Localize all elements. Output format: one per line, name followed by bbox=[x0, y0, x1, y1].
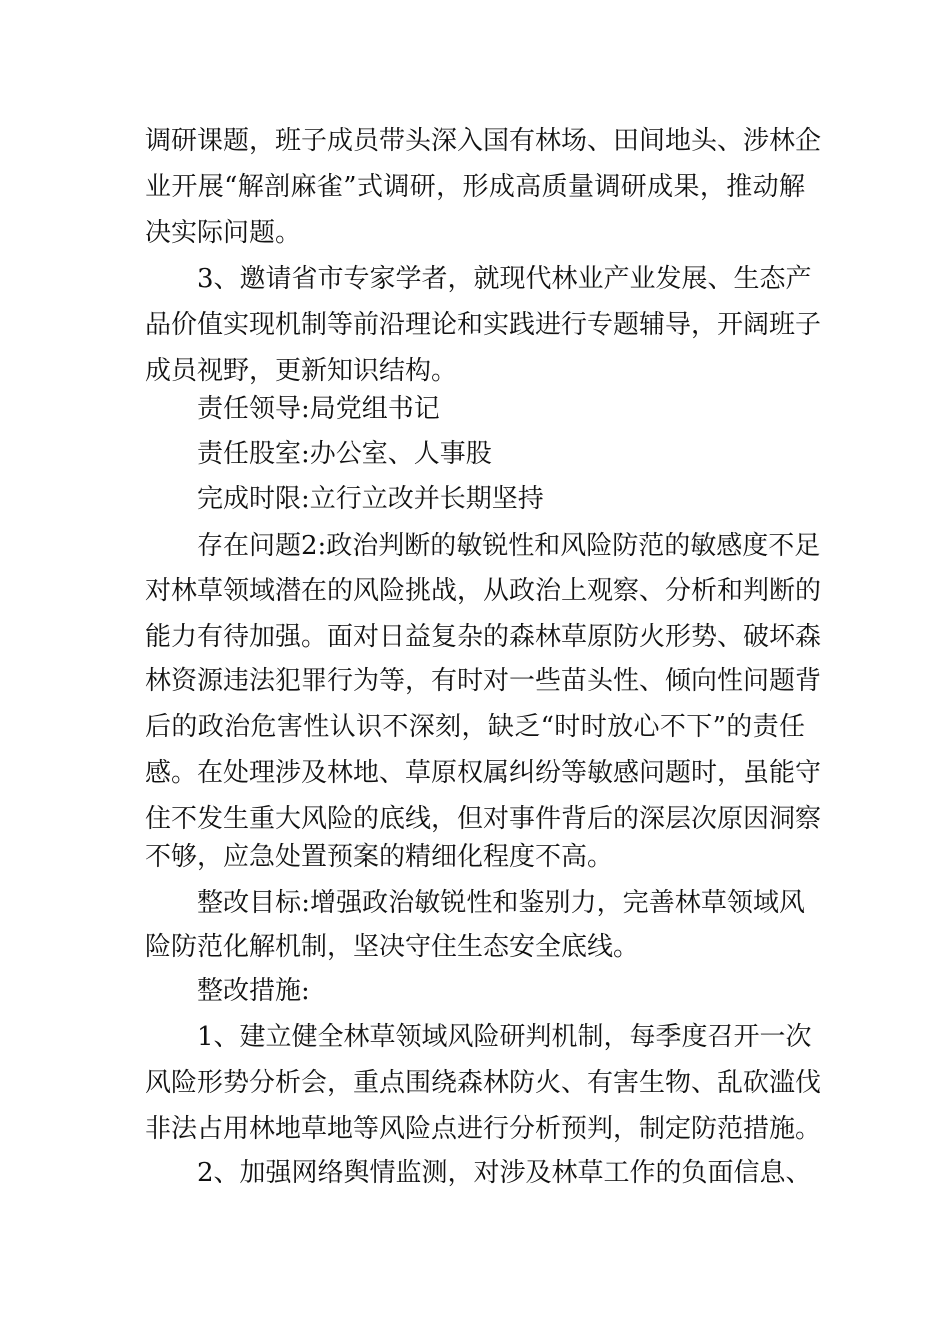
text-line: 决实际问题。 bbox=[145, 218, 302, 248]
text-line: 业开展“解剖麻雀”式调研，形成高质量调研成果，推动解 bbox=[145, 172, 805, 202]
text-line: 品价值实现机制等前沿理论和实践进行专题辅导，开阔班子 bbox=[145, 310, 822, 340]
deadline: 完成时限:立行立改并长期坚持 bbox=[197, 484, 544, 514]
text-line: 风险形势分析会，重点围绕森林防火、有害生物、乱砍滥伐 bbox=[145, 1068, 822, 1098]
text-line: 不够，应急处置预案的精细化程度不高。 bbox=[145, 842, 614, 872]
rectification-measures-heading: 整改措施: bbox=[197, 976, 310, 1006]
issue-heading: 存在问题2:政治判断的敏锐性和风险防范的敏感度不足 bbox=[197, 531, 821, 561]
text-line: 险防范化解机制，坚决守住生态安全底线。 bbox=[145, 932, 640, 962]
text-line: 后的政治危害性认识不深刻，缺乏“时时放心不下”的责任 bbox=[145, 712, 805, 742]
rectification-goal: 整改目标:增强政治敏锐性和鉴别力，完善林草领域风 bbox=[197, 888, 805, 918]
text-line: 住不发生重大风险的底线，但对事件背后的深层次原因洞察 bbox=[145, 804, 822, 834]
text-line: 1、建立健全林草领域风险研判机制，每季度召开一次 bbox=[197, 1022, 812, 1052]
text-line: 对林草领域潜在的风险挑战，从政治上观察、分析和判断的 bbox=[145, 576, 822, 606]
text-line: 调研课题，班子成员带头深入国有林场、田间地头、涉林企 bbox=[145, 126, 822, 156]
text-line: 感。在处理涉及林地、草原权属纠纷等敏感问题时，虽能守 bbox=[145, 758, 822, 788]
text-line: 2、加强网络舆情监测，对涉及林草工作的负面信息、 bbox=[197, 1158, 812, 1188]
text-line: 成员视野，更新知识结构。 bbox=[145, 356, 458, 386]
text-line: 非法占用林地草地等风险点进行分析预判，制定防范措施。 bbox=[145, 1114, 822, 1144]
responsible-leader: 责任领导:局党组书记 bbox=[197, 394, 440, 424]
text-line: 能力有待加强。面对日益复杂的森林草原防火形势、破坏森 bbox=[145, 622, 822, 652]
text-line: 林资源违法犯罪行为等，有时对一些苗头性、倾向性问题背 bbox=[145, 666, 822, 696]
responsible-office: 责任股室:办公室、人事股 bbox=[197, 439, 492, 469]
text-line: 3、邀请省市专家学者，就现代林业产业发展、生态产 bbox=[197, 264, 812, 294]
